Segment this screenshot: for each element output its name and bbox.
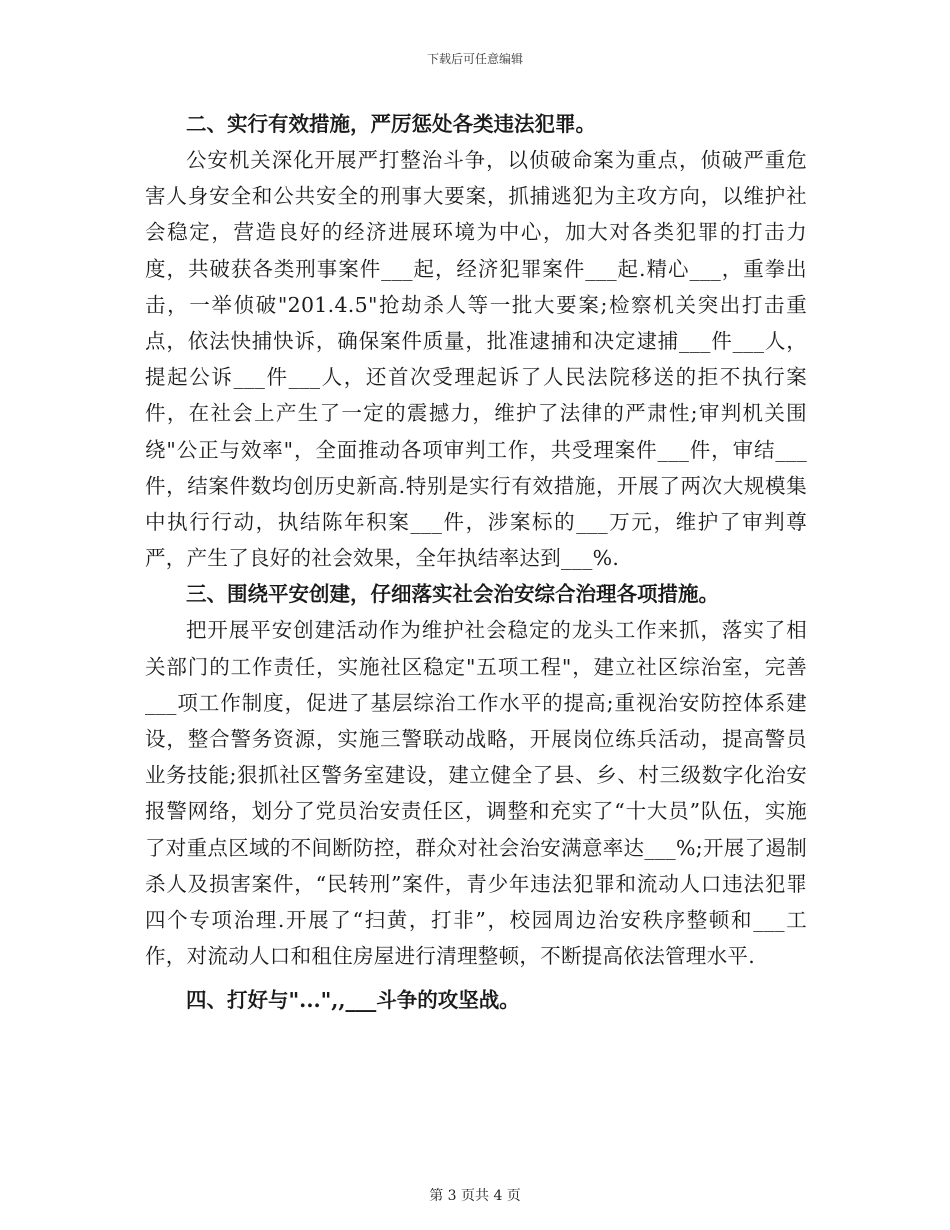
section-heading-2: 二、实行有效措施，严厉惩处各类违法犯罪。 (186, 112, 596, 136)
section-paragraph-3: 把开展平安创建活动作为维护社会稳定的龙头工作来抓，落实了相关部门的工作责任，实施社区稳定"五项工程"，建立社区综治室，完善___项工作制度，促进了基层综治工作水平的提高;重视治安防控体系建设，整合警务资源，实施三警联动战略，开展岗位练兵活动，提高警员业务技能;狠抓社区警务室建设，建立健全了县、乡、村三级数字化治安报警网络，划分了党员治安责任区，调整和充实了“十大员”队伍，实施了对重点区域的不间断防控，群众对社会治安满意率达___%;开展了遏制杀人及损害案件，“民转刑”案件，青少年违法犯罪和流动人口违法犯罪四个专项治理.开展了“扫黄，打非”，校园周边治安秩序整顿和___工作，对流动人口和租住房屋进行清理整顿，不断提高依法管理水平. (145, 618, 807, 969)
section-paragraph-2: 公安机关深化开展严打整治斗争，以侦破命案为重点，侦破严重危害人身安全和公共安全的刑事大要案，抓捕逃犯为主攻方向，以维护社会稳定，营造良好的经济进展环境为中心，加大对各类犯罪的打击力度，共破获各类刑事案件___起，经济犯罪案件___起.精心___，重拳出击，一举侦破"201.4.5"抢劫杀人等一批大要案;检察机关突出打击重点，依法快捕快诉，确保案件质量，批准逮捕和决定逮捕___件___人，提起公诉___件___人，还首次受理起诉了人民法院移送的拒不执行案件，在社会上产生了一定的震撼力，维护了法律的严肃性;审判机关围绕"公正与效率"，全面推动各项审判工作，共受理案件___件，审结___件，结案件数均创历史新高.特别是实行有效措施，开展了两次大规模集中执行行动，执结陈年积案___件，涉案标的___万元，维护了审判尊严，产生了良好的社会效果，全年执结率达到___%. (145, 148, 807, 571)
section-heading-4: 四、打好与"...",,___斗争的攻坚战。 (186, 988, 520, 1013)
document-body (145, 104, 807, 1018)
page-header-note: 下载后可任意编辑 (426, 52, 523, 66)
section-heading-3: 三、围绕平安创建，仔细落实社会治安综合治理各项措施。 (186, 582, 719, 607)
page-number-footer: 第 3 页共 4 页 (429, 1188, 521, 1204)
